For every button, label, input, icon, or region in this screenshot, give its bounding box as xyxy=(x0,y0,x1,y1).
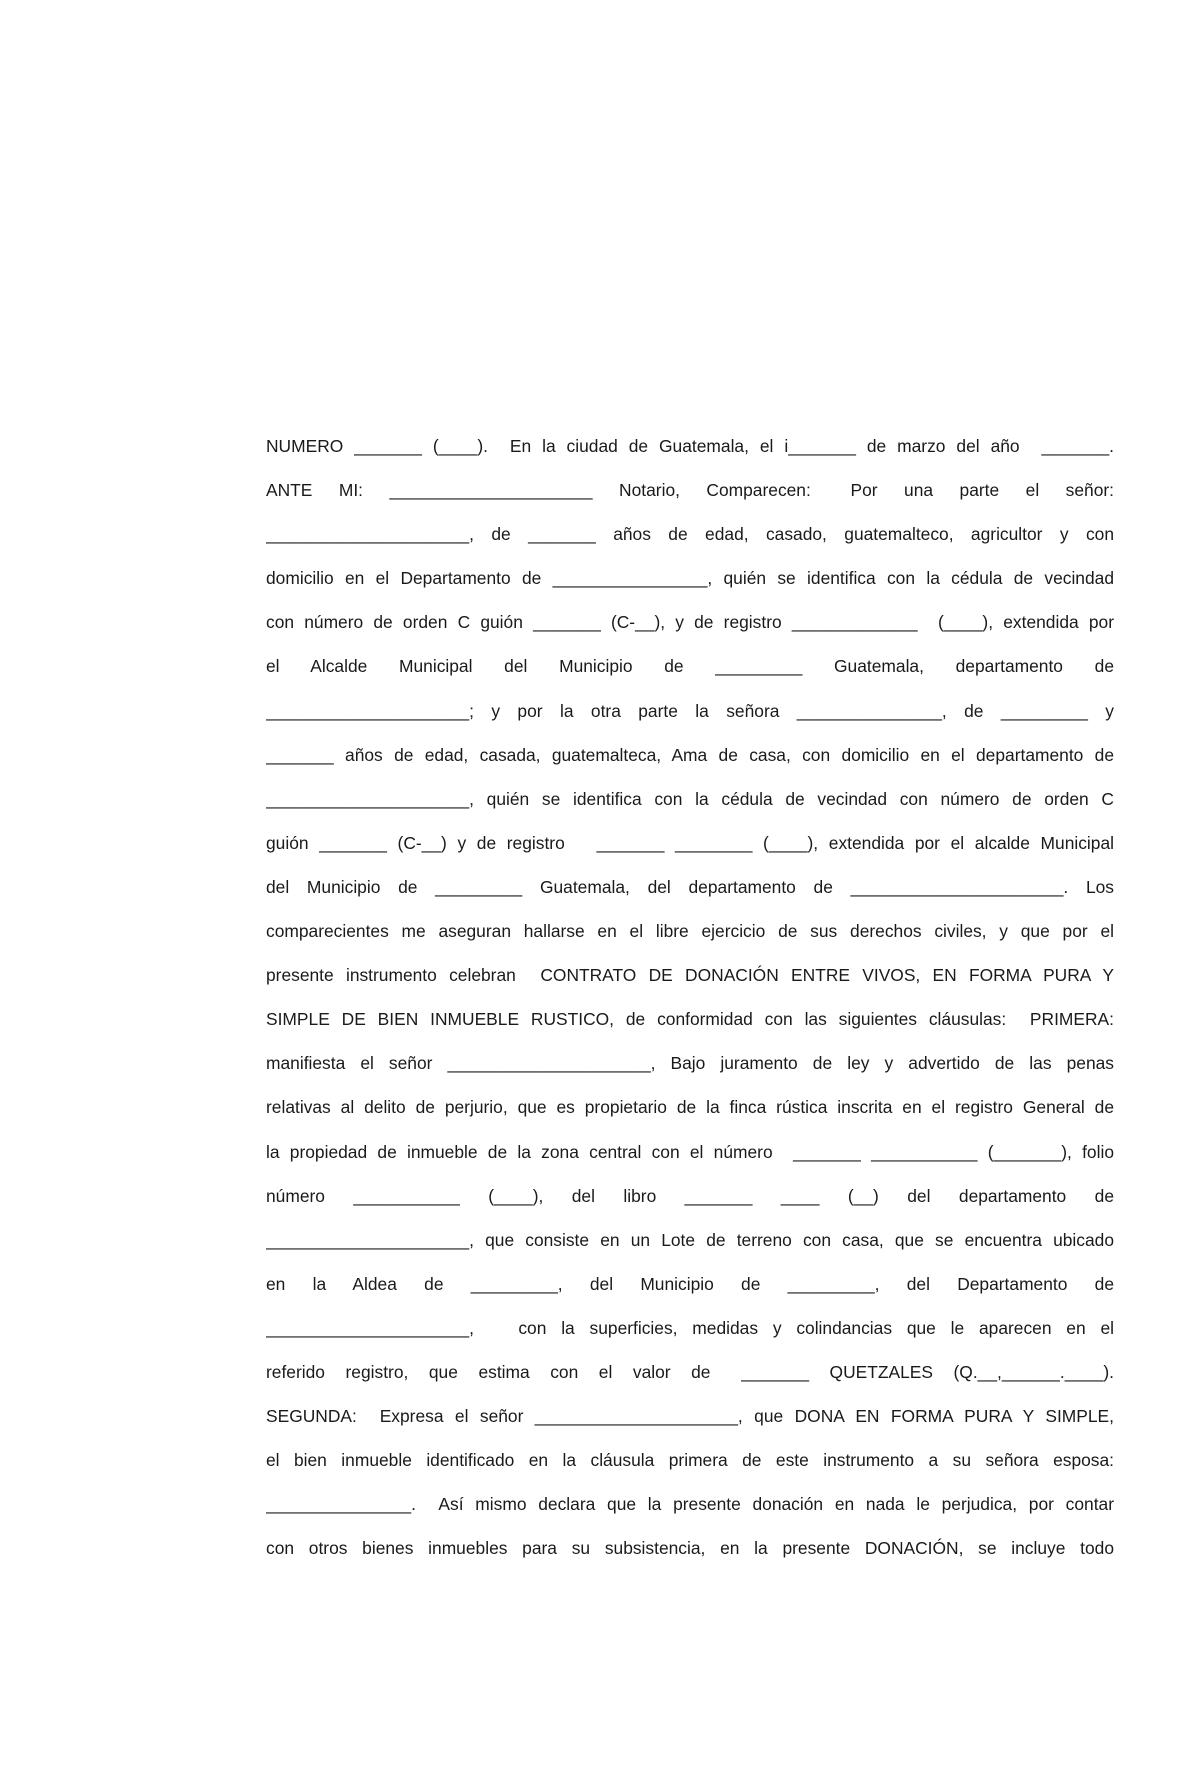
text-line: con otros bienes inmuebles para su subsistencia, en la presente DONACIÓN, se incluye todo xyxy=(266,1538,1114,1559)
text-line: el bien inmueble identificado en la cláusula primera de este instrumento a su señora esposa: xyxy=(266,1450,1114,1471)
text-line: _______ años de edad, casada, guatemalteca, Ama de casa, con domicilio en el departamento de xyxy=(266,744,1114,765)
text-line: referido registro, que estima con el valor de _______ QUETZALES (Q.__,______.____). xyxy=(266,1361,1114,1382)
text-line: SIMPLE DE BIEN INMUEBLE RUSTICO, de conformidad con las siguientes cláusulas: PRIMERA: xyxy=(266,1009,1114,1030)
text-line: número ___________ (____), del libro _______ ____ (__) del departamento de xyxy=(266,1185,1114,1206)
text-line: en la Aldea de _________, del Municipio de _________, del Departamento de xyxy=(266,1273,1114,1294)
text-line: domicilio en el Departamento de ________________, quién se identifica con la cédula de vecindad xyxy=(266,568,1114,589)
text-line: la propiedad de inmueble de la zona central con el número _______ ___________ (_______), folio xyxy=(266,1141,1114,1162)
text-line: _____________________, con la superficies, medidas y colindancias que le aparecen en el xyxy=(266,1317,1114,1338)
text-line: con número de orden C guión _______ (C-__), y de registro _____________ (____), extendida por xyxy=(266,612,1114,633)
text-line: _____________________, que consiste en un Lote de terreno con casa, que se encuentra ubicado xyxy=(266,1229,1114,1250)
text-line: NUMERO _______ (____). En la ciudad de Guatemala, el i_______ de marzo del año _______. xyxy=(266,436,1114,456)
text-line: presente instrumento celebran CONTRATO DE DONACIÓN ENTRE VIVOS, EN FORMA PURA Y xyxy=(266,965,1114,986)
text-line: del Municipio de _________ Guatemala, del departamento de ______________________. Los xyxy=(266,876,1114,897)
text-line: el Alcalde Municipal del Municipio de _________ Guatemala, departamento de xyxy=(266,656,1114,677)
text-line: manifiesta el señor _____________________, Bajo juramento de ley y advertido de las penas xyxy=(266,1053,1114,1074)
text-line: guión _______ (C-__) y de registro _______ ________ (____), extendida por el alcalde Municipal xyxy=(266,832,1114,853)
text-line: relativas al delito de perjurio, que es propietario de la finca rústica inscrita en el registro General de xyxy=(266,1097,1114,1118)
text-line: _____________________, de _______ años de edad, casado, guatemalteco, agricultor y con xyxy=(266,524,1114,545)
contract-text xyxy=(266,424,1114,1570)
text-line: _______________. Así mismo declara que la presente donación en nada le perjudica, por contar xyxy=(266,1494,1114,1515)
text-line: comparecientes me aseguran hallarse en el libre ejercicio de sus derechos civiles, y que por el xyxy=(266,921,1114,942)
text-line: ANTE MI: _____________________ Notario, Comparecen: Por una parte el señor: xyxy=(266,480,1114,501)
text-line: SEGUNDA: Expresa el señor _____________________, que DONA EN FORMA PURA Y SIMPLE, xyxy=(266,1406,1114,1427)
text-line: _____________________; y por la otra parte la señora _______________, de _________ y xyxy=(266,700,1114,721)
text-line: _____________________, quién se identifica con la cédula de vecindad con número de orden C xyxy=(266,788,1114,809)
